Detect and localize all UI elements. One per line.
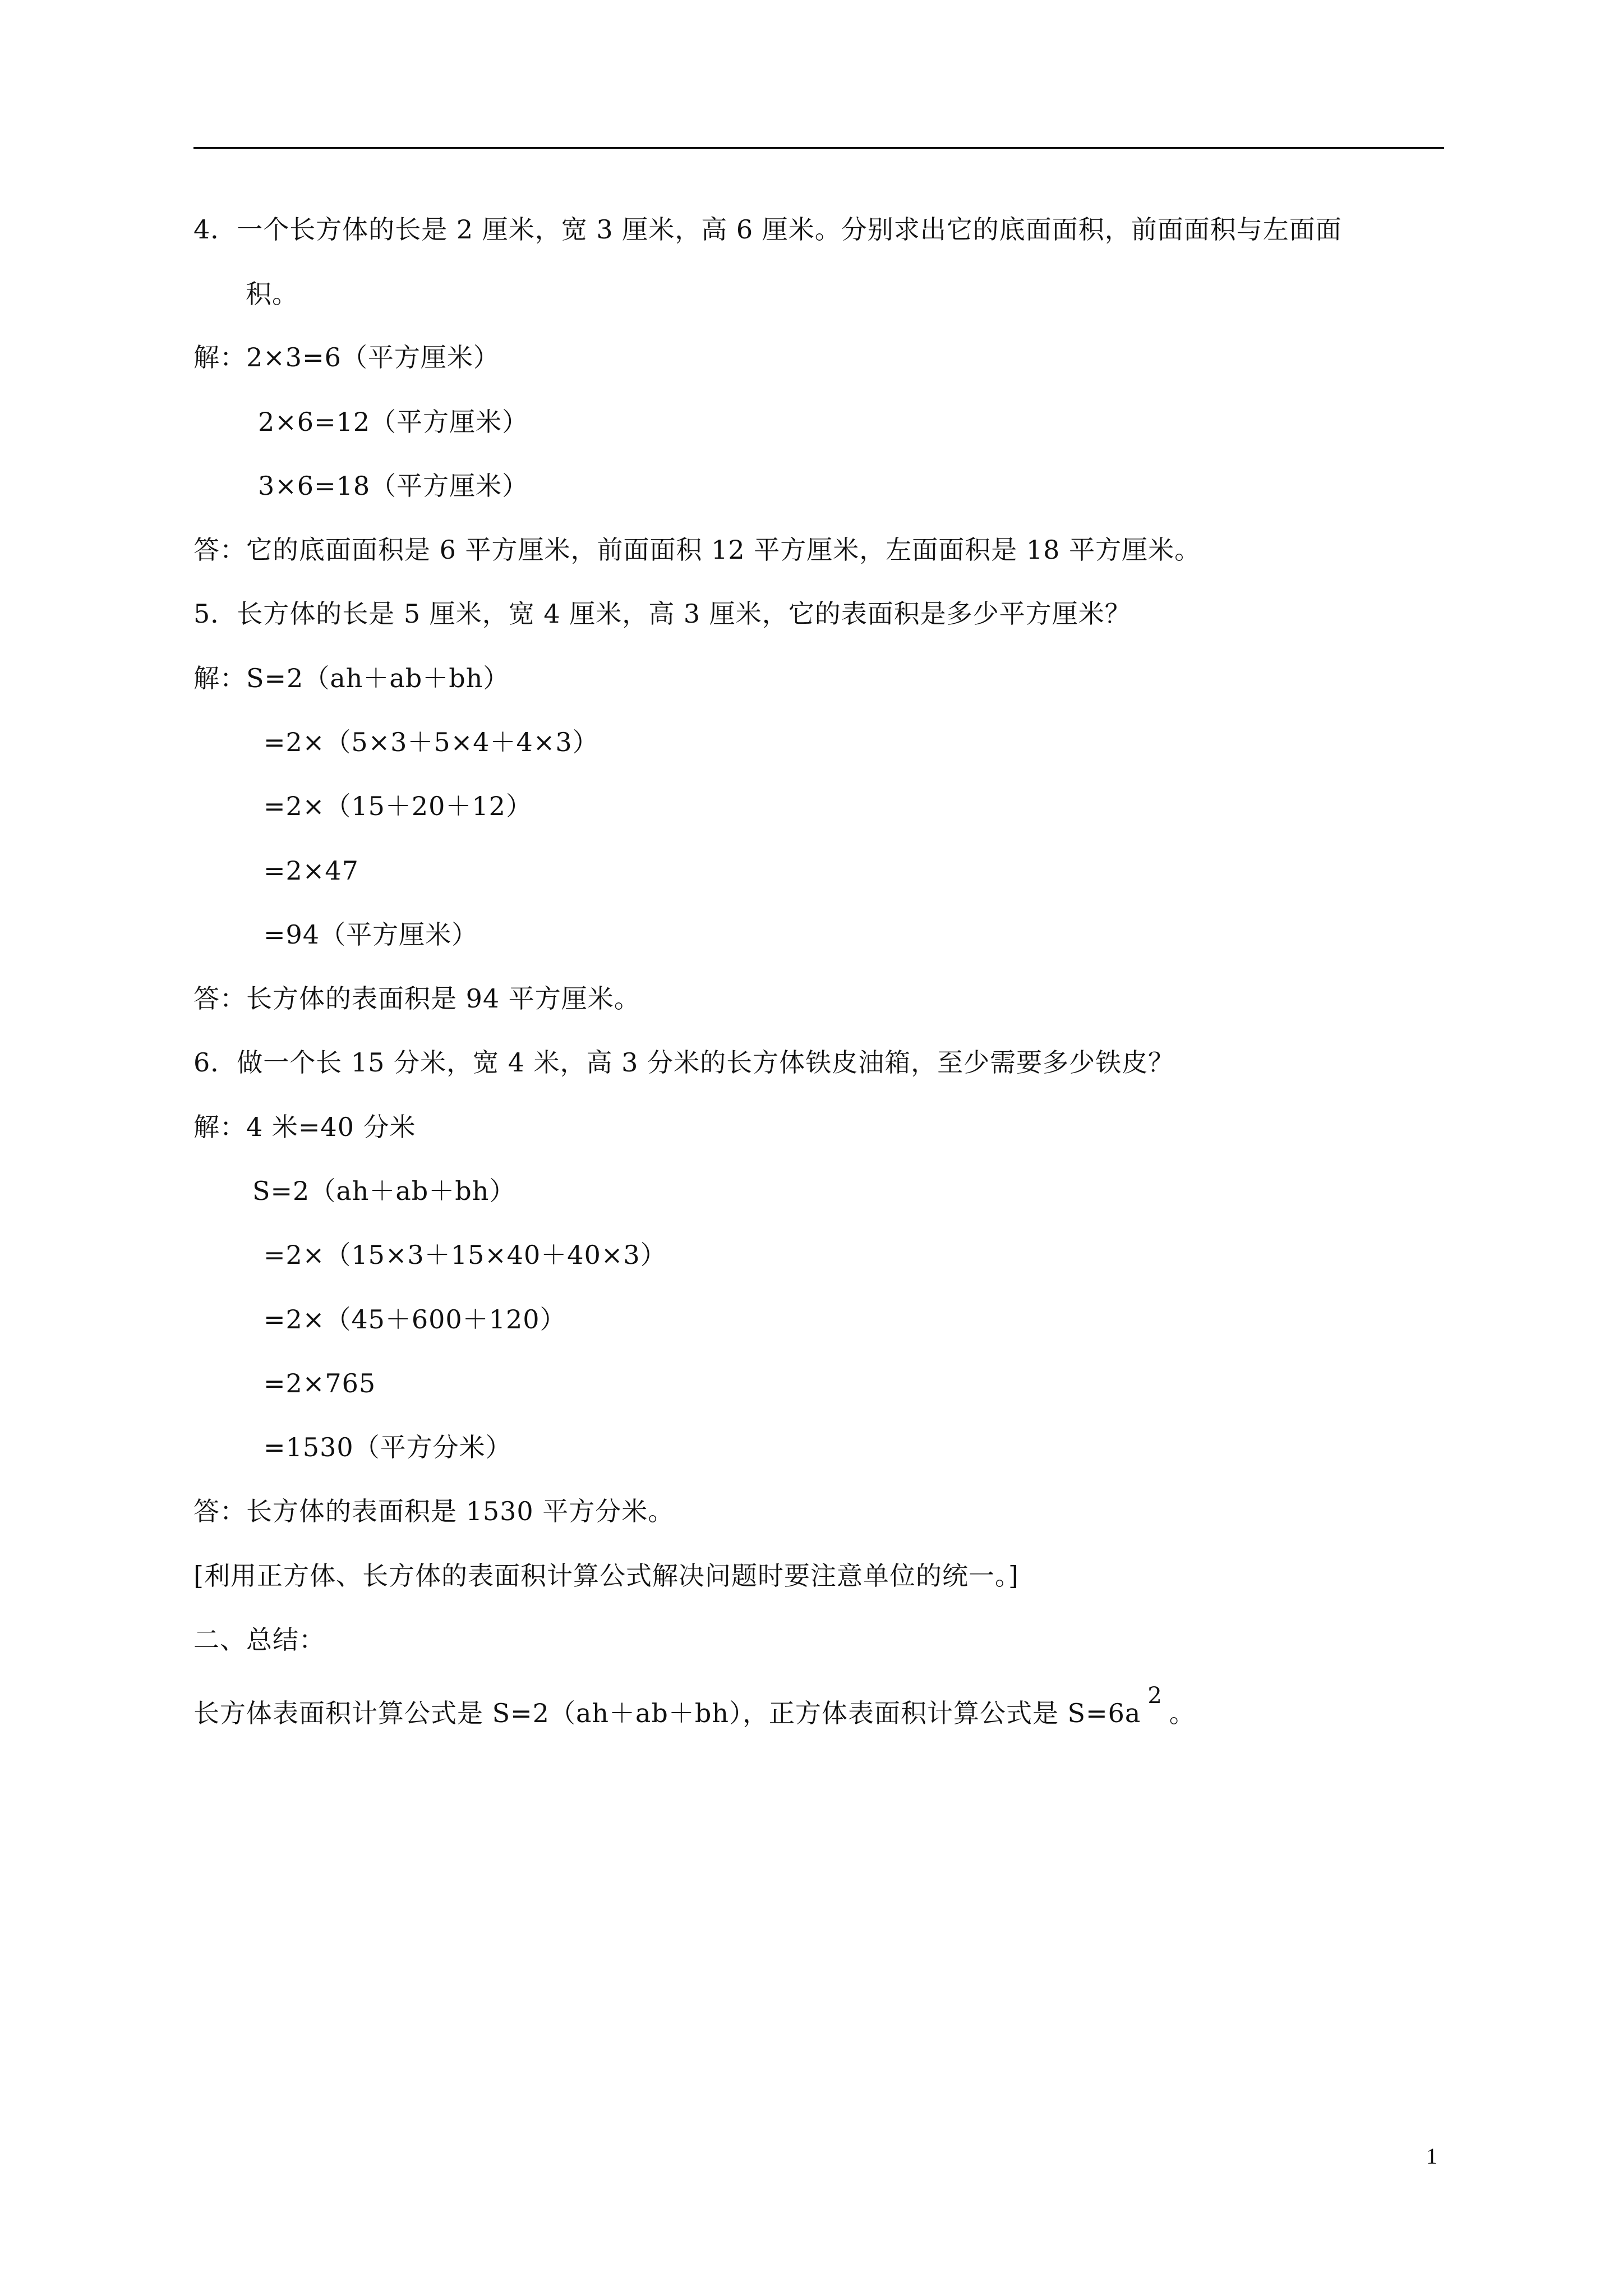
problem6-solution-step: S=2（ah＋ab＋bh） — [252, 1176, 516, 1206]
problem5-answer: 答：长方体的表面积是 94 平方厘米。 — [193, 983, 640, 1014]
problem6-solution-step: =1530（平方分米） — [264, 1432, 512, 1462]
page-number: 1 — [1426, 2143, 1437, 2169]
header-rule — [193, 147, 1444, 149]
problem6-question: 6．做一个长 15 分米，宽 4 米，高 3 分米的长方体铁皮油箱，至少需要多少铁皮？ — [193, 1047, 1175, 1078]
problem4-answer: 答：它的底面面积是 6 平方厘米，前面面积 12 平方厘米，左面面积是 18 平方厘米。 — [193, 535, 1201, 565]
problem6-solution-step: 解：4 米=40 分米 — [193, 1112, 416, 1142]
problem4-solution-step: 2×6=12（平方厘米） — [258, 407, 529, 437]
problem4-question-line2: 积。 — [246, 279, 298, 309]
summary-superscript: 2 — [1147, 1683, 1163, 1709]
problem5-question: 5．长方体的长是 5 厘米，宽 4 厘米，高 3 厘米，它的表面积是多少平方厘米？ — [193, 599, 1131, 629]
summary-formula — [193, 1683, 1196, 1733]
problem5-solution-step: =94（平方厘米） — [264, 919, 478, 950]
problem6-solution-step: =2×（45＋600＋120） — [264, 1304, 566, 1335]
note: [利用正方体、长方体的表面积计算公式解决问题时要注意单位的统一。] — [193, 1561, 1019, 1591]
problem4-solution-step: 3×6=18（平方厘米） — [258, 471, 529, 501]
problem6-solution-step: =2×765 — [264, 1368, 376, 1398]
problem5-solution-step: =2×（5×3＋5×4＋4×3） — [264, 727, 599, 757]
problem5-solution-step: =2×（15＋20＋12） — [264, 791, 532, 821]
summary-text-before: 长方体表面积计算公式是 S=2（ah＋ab＋bh），正方体表面积计算公式是 S=6a — [193, 1698, 1141, 1728]
summary-text-after: 。 — [1169, 1698, 1196, 1728]
problem4-question-line1: 4．一个长方体的长是 2 厘米，宽 3 厘米，高 6 厘米。分别求出它的底面面积，前面面积与左面面 — [193, 214, 1342, 245]
problem4-solution-step: 解：2×3=6（平方厘米） — [193, 342, 500, 372]
problem6-answer: 答：长方体的表面积是 1530 平方分米。 — [193, 1496, 675, 1526]
problem5-solution-step: =2×47 — [264, 855, 359, 886]
summary-heading: 二、总结： — [193, 1625, 325, 1655]
problem5-solution-step: 解：S=2（ah＋ab＋bh） — [193, 663, 510, 693]
problem6-solution-step: =2×（15×3＋15×40＋40×3） — [264, 1240, 667, 1270]
